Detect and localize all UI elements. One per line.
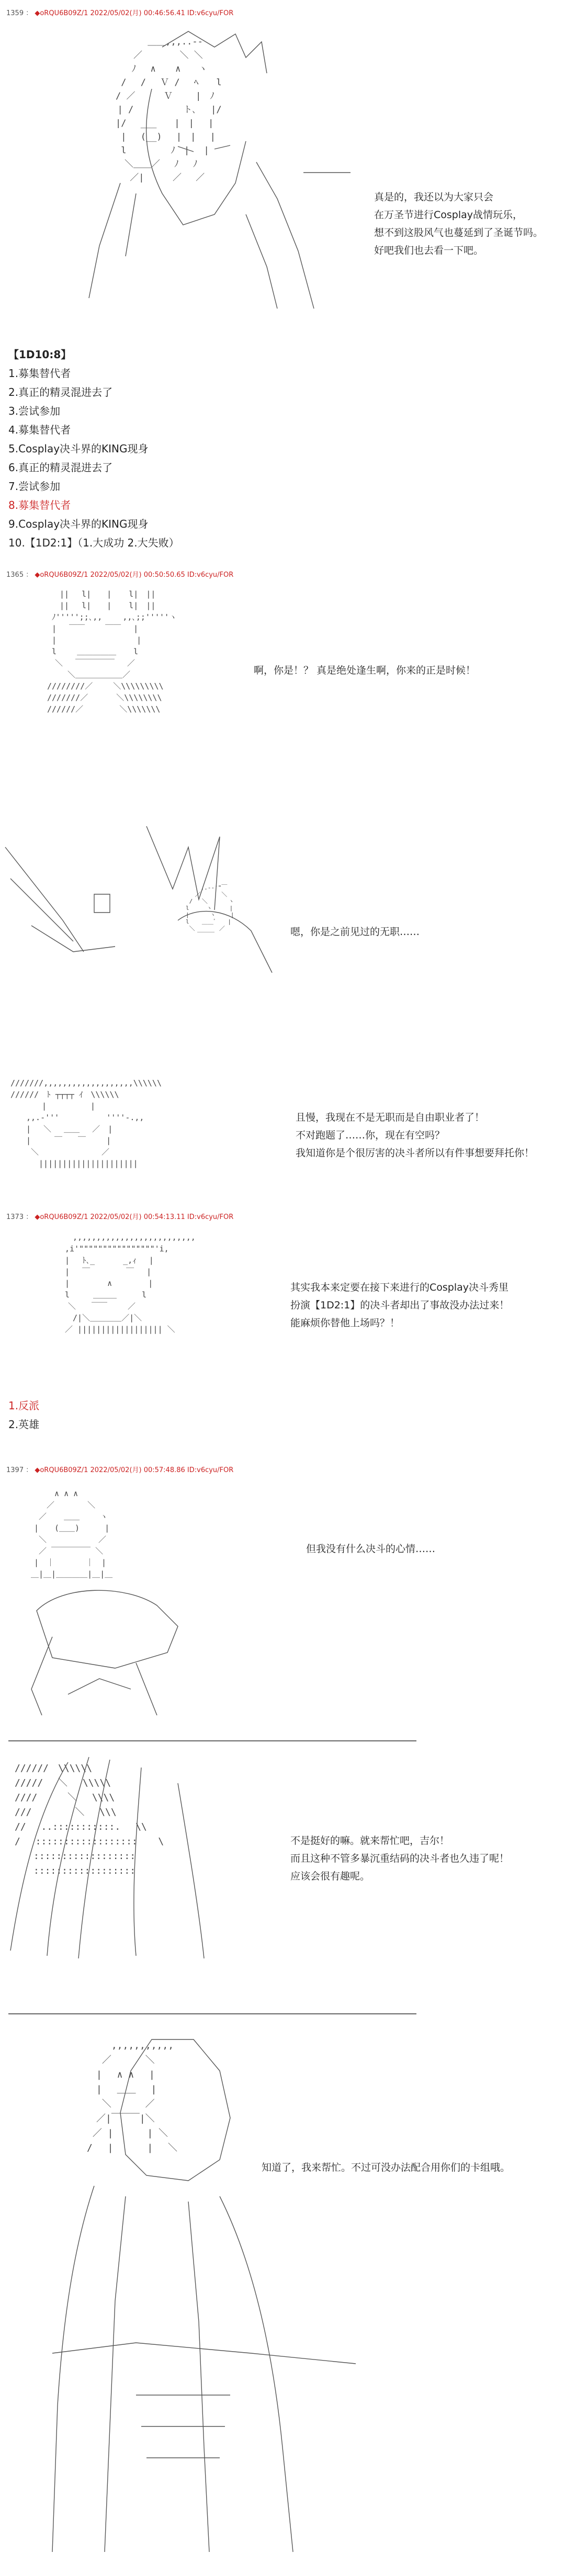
choice-item: 4.募集替代者	[8, 424, 71, 436]
choice-item: 5.Cosplay决斗界的KING现身	[8, 442, 149, 455]
dialog-1373: 其实我本来定要在接下来进行的Cosplay决斗秀里 扮演【1D2:1】的决斗者却出了事故没办法过来！ 能麻烦你替他上场吗？！	[290, 1282, 510, 1329]
post-header-1365: 1365 ： ◆oRQU6B09Z/1 2022/05/02(月) 00:50:50.65 ID:v6cyu/FOR	[6, 571, 234, 579]
post-number: 1365	[6, 571, 24, 579]
choice-item: 3.尝试参加	[8, 405, 61, 417]
dialog-1359: 真是的，我还以为大家只会 在万圣节进行Cosplay战情玩乐， 想不到这股风气也蔓延到了圣诞节吗。 好吧我们也去看一下吧。	[374, 191, 544, 256]
ascii-art-character-8: ,,,,,,,,,,, ／ ＼ | ∧ ∧ | | ＿＿ | ＼ ／ ／|￣￣￣|＼ ／ | | ＼ / | | ＼	[86, 2040, 178, 2153]
choice-item: 9.Cosplay决斗界的KING现身	[8, 518, 149, 530]
ascii-art-character-4: ///////,,,,,,,,,,,,,,,,,,,\\\\\\ ////// ﾄ ┬┬┬┬ ｲ \\\\\\ | | ,,.-''' ''''-.,, | ＼ ＿＿ ／ | | ￣ ￣ | ＼ ／ |||||||||||||||||||||	[10, 1078, 162, 1168]
ascii-art-character-3: ,.-‐'"￣ ／ ＼ / ＼ ヽ l ヽ | | ヽ | l ＿＿ﾞ | ＼ ／ ￣￣￣	[185, 884, 234, 939]
ascii-art-character-7: ////// \\\\\\ ///// ＼ \\\\\ //// ＼ \\\\ /// ＼ \\\ // ..:::::::::::. \\ / :::::::::::::::::: \ :::::::::::::::::: ::::::::::::::::::	[14, 1763, 164, 1876]
choice-item: 7.尝试参加	[8, 480, 61, 493]
divider-1	[8, 1740, 416, 1741]
trip-code: ◆oRQU6B09Z/1 2022/05/02(月) 00:50:50.65 ID:v6cyu/FOR	[35, 571, 234, 579]
dialog-1397c: 知道了，我来帮忙。不过可没办法配合用你们的卡组哦。	[262, 2162, 511, 2173]
character-illustration-5	[31, 2029, 398, 2568]
divider-2	[8, 2013, 416, 2014]
dialog-1397: 但我没有什么决斗的心情……	[306, 1543, 436, 1555]
choice-item: 1.募集替代者	[8, 367, 71, 380]
trip-code: ◆oRQU6B09Z/1 2022/05/02(月) 00:57:48.86 ID:v6cyu/FOR	[35, 1466, 234, 1474]
post-number: 1359	[6, 9, 24, 17]
character-illustration-4	[5, 1752, 298, 1961]
choice-item: 2.英雄	[8, 1418, 40, 1431]
dialog-1365b: 嗯，你是之前见过的无职……	[290, 926, 420, 938]
ascii-art-character-1: ＿＿,,,..-‐ ／ ＼ ＼ ﾉ ∧ ∧ ヽ / / Ｖ / ﾍ l / ／ Ｖ | ﾉ | / ト､ |/ |/ ___ | | | | (__) | | | l ﾉ | | ＼＿＿／ ﾉ ﾉ ／| ／ ／	[115, 37, 222, 183]
post-header-1397: 1397 ： ◆oRQU6B09Z/1 2022/05/02(月) 00:57:48.86 ID:v6cyu/FOR	[6, 1466, 234, 1474]
trip-code: ◆oRQU6B09Z/1 2022/05/02(月) 00:54:13.11 ID:v6cyu/FOR	[35, 1213, 234, 1221]
choice-list-1	[8, 345, 375, 552]
post-number: 1373	[6, 1213, 24, 1221]
choice-item-last: 10.【1D2:1】（1.大成功 2.大失败）	[8, 537, 179, 549]
choice-item-selected: 8.募集替代者	[8, 499, 71, 511]
choice-item-selected: 1.反派	[8, 1399, 40, 1412]
trip-code: ◆oRQU6B09Z/1 2022/05/02(月) 00:46:56.41 ID:v6cyu/FOR	[35, 9, 234, 17]
choice-item: 6.真正的精灵混进去了	[8, 461, 113, 474]
ascii-art-character-2: || l| | l| || || l| | l| || ﾉ''''';;､,, ,,､;;'''''ヽ | ￣￣ ￣￣ | | | l ＿＿＿＿＿ l ＼ ￣￣￣￣￣ ／ ＼＿＿＿＿＿＿／ ////////／ ＼\\\\\\\\\ ///////／ ＼\\\\\\\\ //////／ ＼\\\\\\\	[47, 589, 177, 714]
dialog-1365c: 且慢，我现在不是无职而是自由职业者了！ 不对跑题了……你，现在有空吗？ 我知道你是个很厉害的决斗者所以有件事想要拜托你！	[296, 1112, 535, 1159]
choice-list-title: 【1D10:8】	[8, 348, 72, 361]
dialog-1397b: 不是挺好的嘛。就来帮忙吧，吉尔！ 而且这种不管多暴沉重结码的决斗者也久违了呢！ 应该会很有趣呢。	[290, 1835, 510, 1882]
ascii-art-character-6: ∧ ∧ ∧ ／ ＼ ／ ＿＿ ヽ | (＿＿) | ＼ ／ ／ ￣￣￣￣￣ ＼ | ｜ ｜ | ＿|＿|＿＿＿＿|＿|＿	[31, 1489, 113, 1579]
post-header-1373: 1373 ： ◆oRQU6B09Z/1 2022/05/02(月) 00:54:13.11 ID:v6cyu/FOR	[6, 1213, 234, 1221]
choice-list-2	[8, 1396, 218, 1434]
post-number: 1397	[6, 1466, 24, 1474]
character-illustration-1	[58, 26, 371, 319]
choice-item: 2.真正的精灵混进去了	[8, 386, 113, 398]
ascii-art-character-5: ,,,,,,,,,,,,,,,,,,,,,,,,,, ,i'""""""""""""""""'i, | ﾄ､_ _,ｨ | | ￣ ￣ | | ∧ | l ＿＿＿ l ＼ ￣￣ ／ /|＼＿＿＿＿／|＼ ／ |||||||||||||||||| ＼	[65, 1233, 196, 1334]
dialog-1365: 啊，你是！？ 真是绝处逢生啊，你来的正是时候！	[254, 665, 476, 676]
character-illustration-3	[21, 1480, 251, 1720]
post-header-1359: 1359 ： ◆oRQU6B09Z/1 2022/05/02(月) 00:46:56.41 ID:v6cyu/FOR	[6, 9, 234, 17]
